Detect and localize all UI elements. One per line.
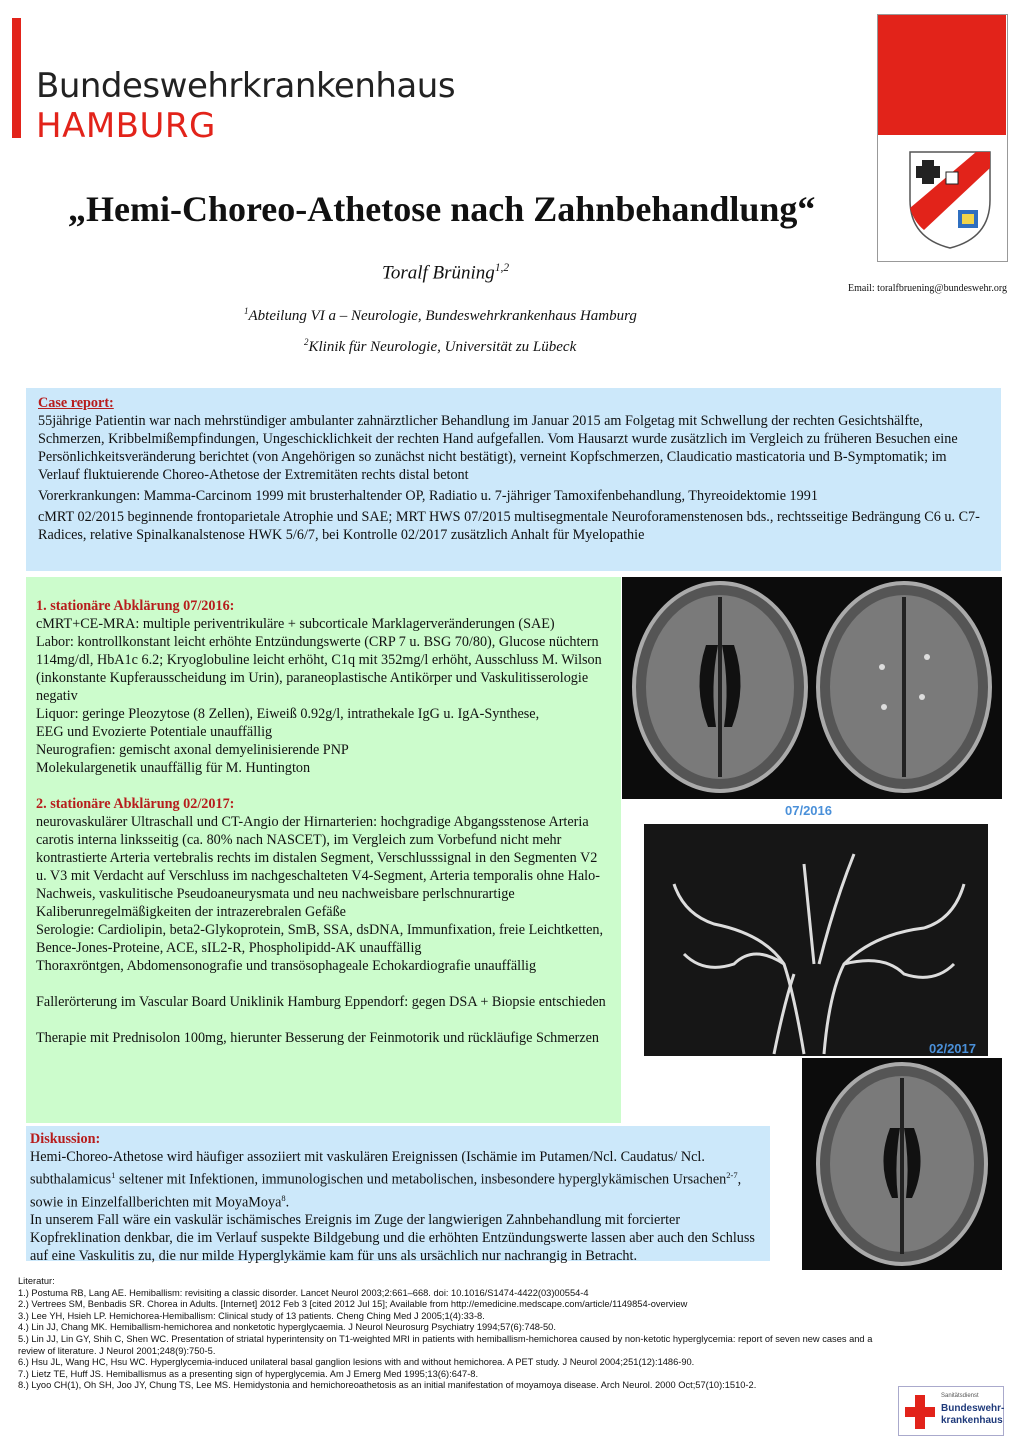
- finding-line: Liquor: geringe Pleozytose (8 Zellen), Eiweiß 0.92g/l, intrathekale IgG u. IgA-Synthese,: [36, 706, 540, 722]
- mri-image-2016: [622, 577, 1002, 799]
- finding-line: Fallerörterung im Vascular Board Uniklinik Hamburg Eppendorf: gegen DSA + Biopsie entschieden: [36, 994, 606, 1010]
- logo-line1: Bundeswehrkrankenhaus: [36, 66, 456, 106]
- reference-item: review of literature. J Neurol 2001;248(9):750-5.: [18, 1345, 216, 1356]
- poster-title: „Hemi-Choreo-Athetose nach Zahnbehandlung“: [68, 189, 816, 229]
- angiogram-image: [644, 824, 988, 1056]
- reference-item: 4.) Lin JJ, Chang MK. Hemiballism-hemichorea and nonketotic hyperglycaemia. J Neurol Neurosurg Psychiatry 1994;57(6):748-50.: [18, 1322, 556, 1333]
- case-report-heading: Case report:: [38, 395, 114, 411]
- discussion-text-2: In unserem Fall wäre ein vaskulär ischämisches Ereignis im Zuge der langwierigen Zahnbehandlung mit forcierter Kopfreklination denkbar, die im Verlauf suspekte Bildgebung und die erhöhten Entzündungswerte lassen aber auch den Schluss auf eine Vaskulitis zu, die nur milde Hyperglykämie kam für uns als ursächlich nur nachrangig in Betracht.: [30, 1212, 755, 1265]
- discussion-text-1: Hemi-Choreo-Athetose wird häufiger assoziiert mit vaskulären Ereignissen (Ischämie im Putamen/Ncl. Caudatus/ Ncl. subthalamicus$^1$ seltener mit Infektionen, immunologischen und metabolischen, insbesondere hyperglykämischen Ursachen$^{2-7}$, sowie in Einzelfallberichten mit MoyaMoya$^8$.: [30, 1149, 742, 1211]
- finding-line: Thoraxröntgen, Abdomensonografie und transösophageale Echokardiografie unauffällig: [36, 958, 537, 974]
- crest-red-band: [878, 15, 1006, 135]
- reference-item: 8.) Lyoo CH(1), Oh SH, Joo JY, Chung TS, Lee MS. Hemidystonia and hemichoreoathetosis as an initial manifestation of moyamoya disease. Arch Neurol. 2000 Oct;57(10):1510-2.: [18, 1380, 757, 1391]
- reference-item: 6.) Hsu JL, Wang HC, Hsu WC. Hyperglycemia-induced unilateral basal ganglion lesions with and without hemichorea. A PET study. J Neurol 2004;251(12):1486-90.: [18, 1357, 695, 1368]
- affiliation-1: $^1$Abteilung VI a – Neurologie, Bundeswehrkrankenhaus Hamburg: [244, 306, 637, 324]
- references-heading: Literatur:: [18, 1276, 55, 1286]
- finding-line: neurovaskulärer Ultraschall und CT-Angio der Hirnarterien: hochgradige Abgangsstenose Arteria carotis interna linksseitig (ca. 80% nach NASCET), im Vergleich zum Vorbefund nicht mehr kontrastierte Arteria vertebralis rechts im distalen Segment, Verschlusssignal in den Segmenten V2 u. V3 mit Verdacht auf Verschluss im nachgeschalteten V4-Segment, Arteria temporalis ohne Halo-Nachweis, vaskulitische Pseudoaneurysmata und neu nachweisbare perlschnurartige Kaliberunregelmäßigkeiten der intrazerebralen Gefäße: [36, 814, 600, 920]
- reference-item: 3.) Lee YH, Hsieh LP. Hemichorea-Hemiballism: Clinical study of 13 patients. Cheng Ching Med J 2005;1(4):33-8.: [18, 1310, 485, 1321]
- logo-line2: HAMBURG: [36, 106, 216, 146]
- case-report-history: Vorerkrankungen: Mamma-Carcinom 1999 mit brusterhaltender OP, Radiatio u. 7-jähriger Tamoxifenbehandlung, Thyreoidektomie 1991: [38, 488, 818, 504]
- image-label-2017: 02/2017: [929, 1041, 976, 1056]
- finding-line: cMRT+CE-MRA: multiple periventrikuläre + subcorticale Marklagerveränderungen (SAE): [36, 616, 555, 632]
- case-report-panel: [26, 388, 1001, 571]
- discussion-heading: Diskussion:: [30, 1131, 101, 1147]
- finding-line: Serologie: Cardiolipin, beta2-Glykoprotein, SmB, SSA, dsDNA, Immunfixation, freie Leichtketten, Bence-Jones-Proteine, ACE, sIL2-R, Phospholipidd-AK unauffällig: [36, 922, 604, 956]
- finding-line: Therapie mit Prednisolon 100mg, hierunter Besserung der Feinmotorik und rückläufige Schmerzen: [36, 1030, 600, 1046]
- discussion-panel: [26, 1126, 770, 1265]
- footer-logo-line2: krankenhaus: [941, 1415, 1003, 1426]
- references: [18, 1276, 1008, 1392]
- footer-logo-line1: Bundeswehr-: [941, 1403, 1005, 1414]
- mri-image-2017: [802, 1058, 1002, 1270]
- finding-line: EEG und Evozierte Potentiale unauffällig: [36, 724, 273, 740]
- reference-item: 5.) Lin JJ, Lin GY, Shih C, Shen WC. Presentation of striatal hyperintensity on T1-weighted MRI in patients with hemiballism-hemichorea caused by non-ketotic hyperglycemia: report of seven new cases and a: [18, 1333, 873, 1344]
- footer-logo-small: Sanitätsdienst: [941, 1393, 979, 1399]
- logo-bar: [12, 18, 21, 138]
- finding-line: Neurografien: gemischt axonal demyelinisierende PNP: [36, 742, 349, 758]
- case-report-imaging: cMRT 02/2015 beginnende frontoparietale Atrophie und SAE; MRT HWS 07/2015 multisegmentale Neuroforamenstenosen bds., rechtsseitige Bedrängung C6 u. C7-Radices, relative Spinalkanalstenose HWK 5/6/7, bei Kontrolle 02/2017 zusätzlich Anhalt für Myelopathie: [38, 509, 980, 543]
- reference-item: 7.) Lietz TE, Huff JS. Hemiballismus as a presenting sign of hyperglycemia. Am J Emerg Med 1995;13(6):647-8.: [18, 1368, 479, 1379]
- finding-line: Molekulargenetik unauffällig für M. Huntington: [36, 760, 311, 776]
- case-report-text: 55jährige Patientin war nach mehrstündiger ambulanter zahnärztlicher Behandlung im Januar 2015 am Folgetag mit Schwellung der rechten Gesichtshälfte, Schmerzen, Kribbelmißempfindungen, Ungeschicklichkeit der rechten Hand aufgefallen. Vom Hausarzt wurde zusätzlich im Vergleich zu früheren Besuchen eine Persönlichkeitsveränderung berichtet (von Angehörigen so zunächst nicht bestätigt), verneint Kopfschmerzen, Claudicatio masticatoria und B-Symptomatik; im Verlauf fluktuierende Choreo-Athetose der Extremitäten rechts distal betont: [38, 413, 958, 483]
- reference-item: 1.) Postuma RB, Lang AE. Hemiballism: revisiting a classic disorder. Lancet Neurol 2003;2:661–668. doi: 10.1016/S1474-4422(03)00554-4: [18, 1287, 589, 1298]
- image-label-2016: 07/2016: [785, 803, 832, 818]
- email: Email: toralfbruening@bundeswehr.org: [848, 283, 1007, 294]
- red-cross-icon: [903, 1393, 937, 1431]
- finding-line: Labor: kontrollkonstant leicht erhöhte Entzündungswerte (CRP 7 u. BSG 70/80), Glucose nüchtern 114mg/dl, HbA1c 6.2; Kryoglobuline leicht erhöht, C1q mit 352mg/l erhöht, Ausschluss M. Wilson (inkonstante Kupferausscheidung im Urin), paraneoplastische Antikörper und Vaskulitisserologie negativ: [36, 634, 602, 704]
- author: Toralf Brüning$^{1,2}$: [382, 262, 510, 284]
- findings-heading-2: 2. stationäre Abklärung 02/2017:: [36, 796, 235, 812]
- findings-heading-1: 1. stationäre Abklärung 07/2016:: [36, 598, 235, 614]
- footer-logo: [898, 1386, 1004, 1436]
- coat-of-arms-icon: [908, 150, 992, 250]
- affiliation-2: $^2$Klinik für Neurologie, Universität zu Lübeck: [304, 337, 577, 355]
- findings-panel: [26, 577, 621, 1123]
- reference-item: 2.) Vertrees SM, Benbadis SR. Chorea in Adults. [Internet] 2012 Feb 3 [cited 2012 Jul 15]; Available from http://emedicine.medscape.com/article/1149854-overview: [18, 1299, 688, 1310]
